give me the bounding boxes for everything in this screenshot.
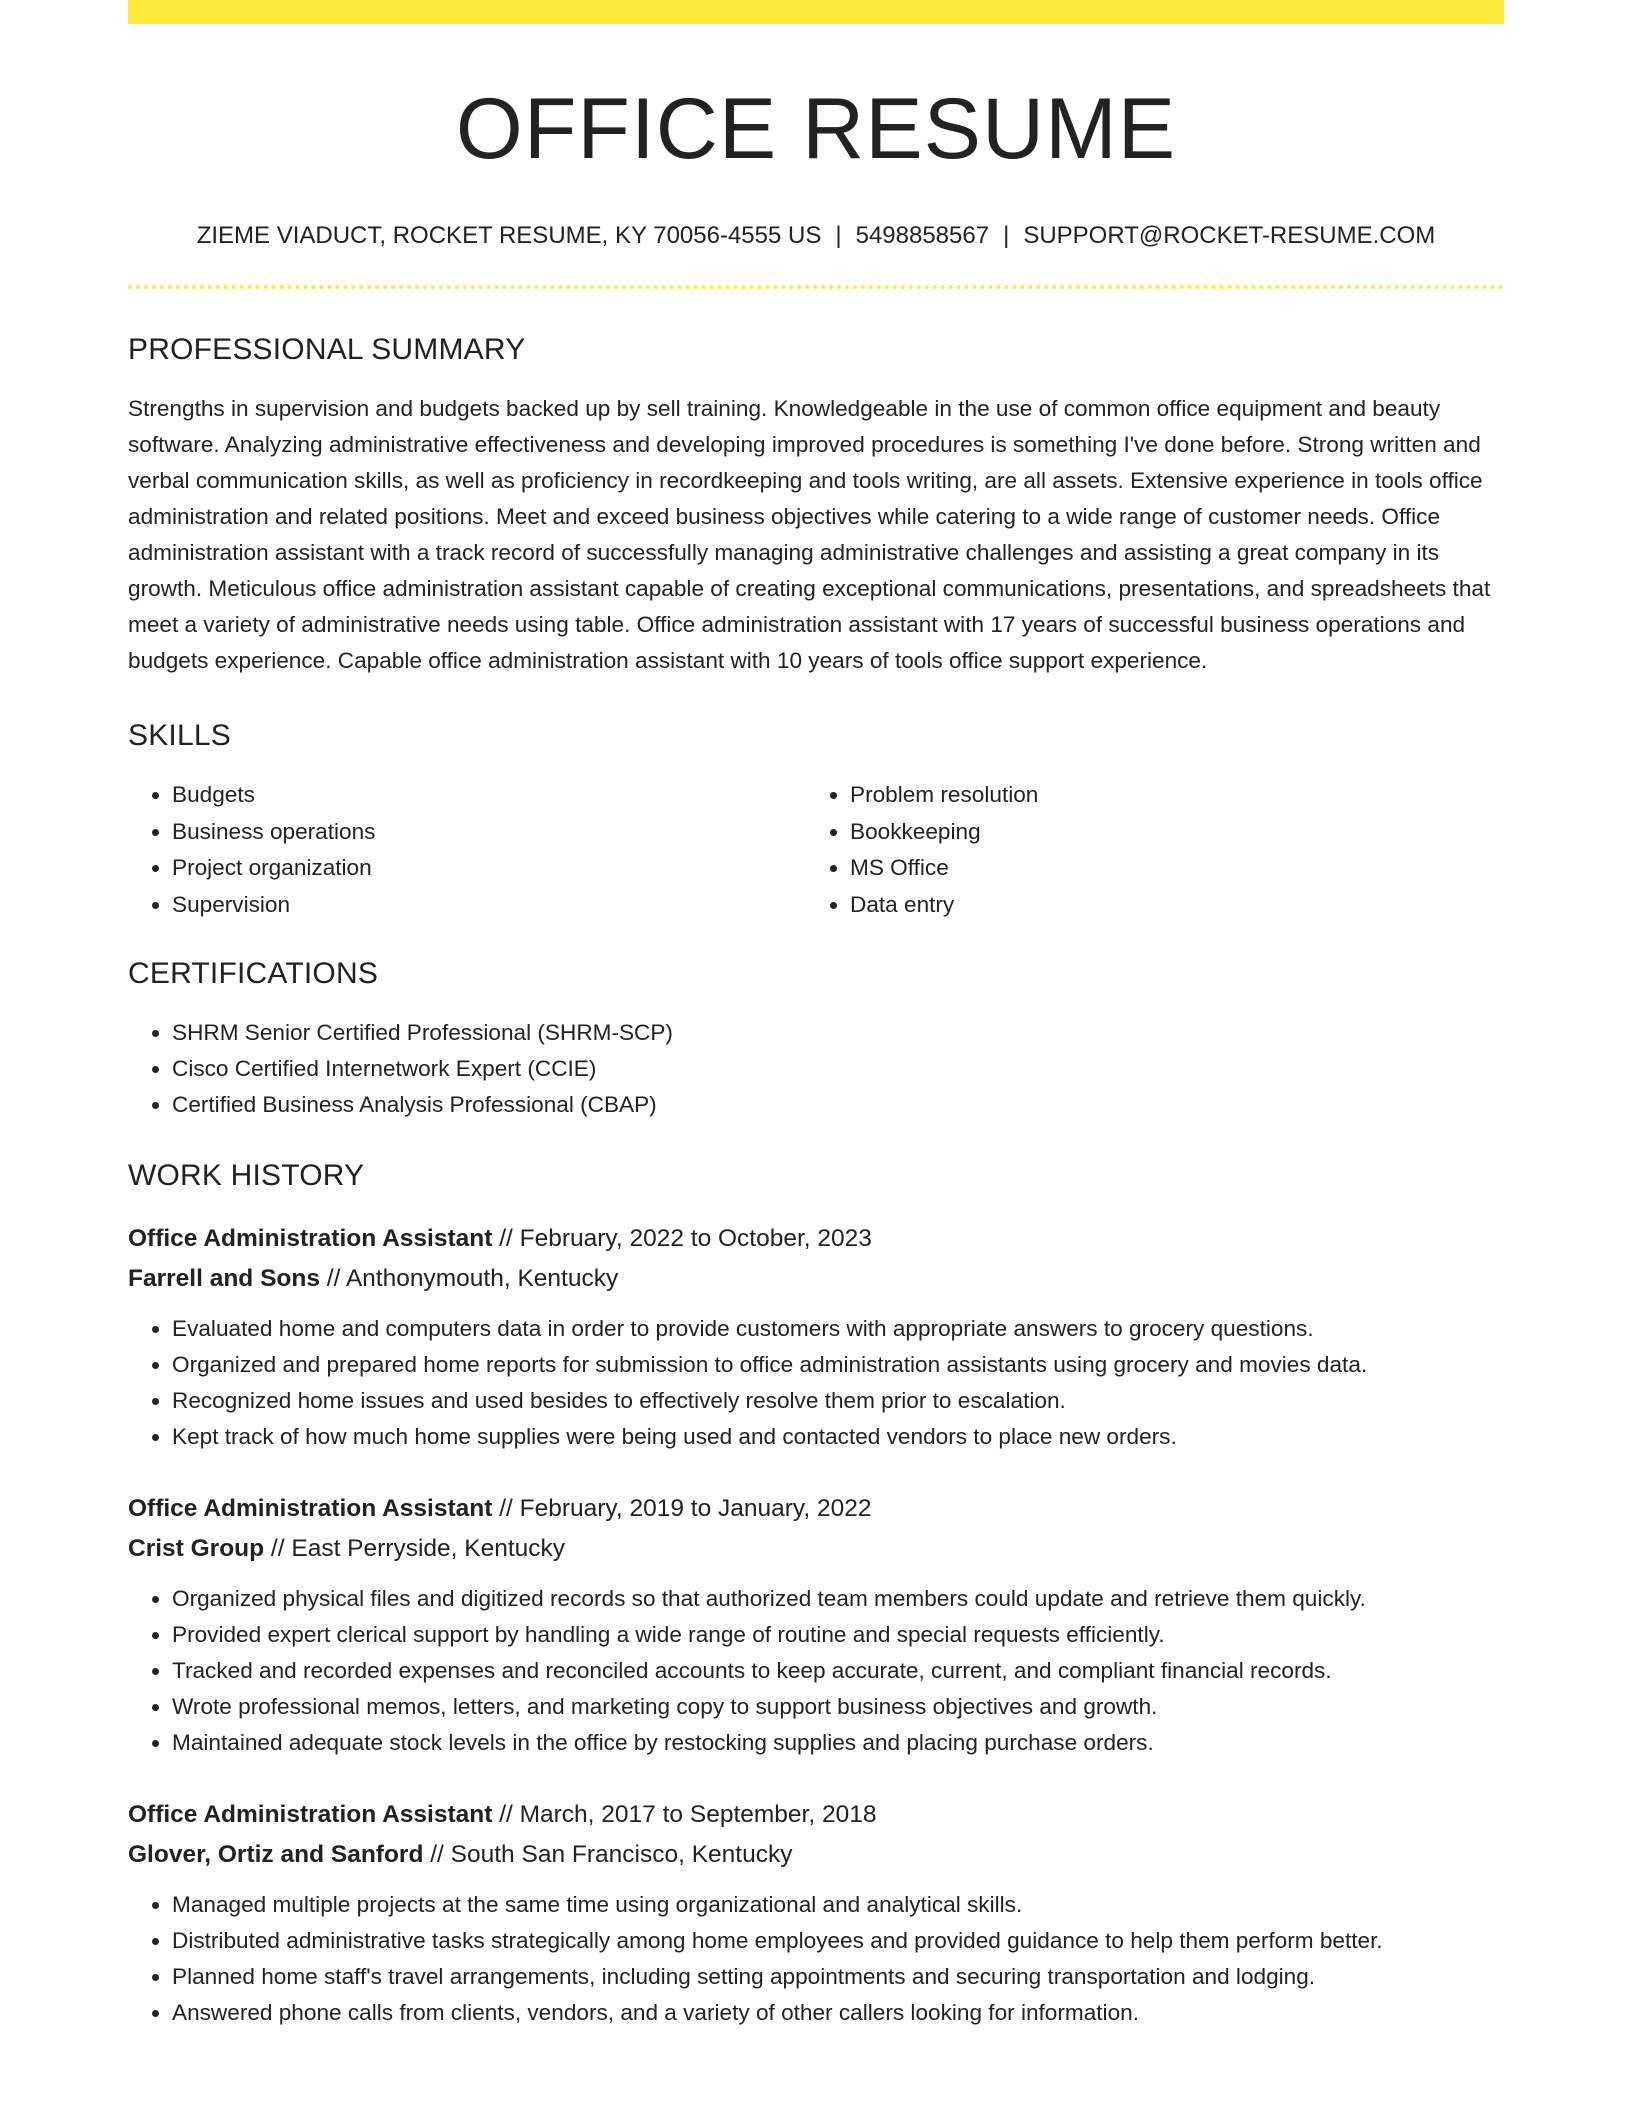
- contact-line: [128, 224, 1504, 248]
- contact-phone[interactable]: 5498858567: [855, 222, 990, 249]
- job-bullet: • Provided expert clerical support by handling a wide range of routine and special requests efficiently.: [172, 1617, 1504, 1653]
- certification-item: • Certified Business Analysis Professional (CBAP): [172, 1087, 1504, 1123]
- job-company: Crist Group: [128, 1535, 265, 1562]
- job-dates: // February, 2019 to January, 2022: [492, 1495, 872, 1522]
- job-company: Glover, Ortiz and Sanford: [128, 1841, 424, 1868]
- job-company-line: [128, 1259, 1504, 1299]
- skill-item: • Supervision: [172, 887, 806, 924]
- job-location: // East Perryside, Kentucky: [264, 1535, 566, 1562]
- certifications-section: [128, 959, 1504, 1123]
- dotted-divider: [128, 285, 1504, 289]
- skill-item: • Problem resolution: [850, 777, 1484, 814]
- skills-column-right: [806, 777, 1484, 923]
- skill-item: • MS Office: [850, 850, 1484, 887]
- job-bullet: • Organized and prepared home reports for submission to office administration assistants using grocery and movies data.: [172, 1347, 1504, 1383]
- job-dates: // February, 2022 to October, 2023: [492, 1225, 872, 1252]
- job-title: Office Administration Assistant: [128, 1801, 493, 1828]
- skill-item: • Bookkeeping: [850, 814, 1484, 851]
- job-bullet: • Wrote professional memos, letters, and marketing copy to support business objectives and growth.: [172, 1689, 1504, 1725]
- skills-grid: [128, 777, 1504, 923]
- contact-address: ZIEME VIADUCT, ROCKET RESUME, KY 70056-4555 US: [196, 222, 822, 249]
- job-title: Office Administration Assistant: [128, 1225, 493, 1252]
- job-location: // South San Francisco, Kentucky: [423, 1841, 793, 1868]
- contact-email[interactable]: SUPPORT@ROCKET-RESUME.COM: [1023, 222, 1436, 249]
- job-company: Farrell and Sons: [128, 1265, 320, 1292]
- skill-item: • Data entry: [850, 887, 1484, 924]
- accent-bar: [128, 0, 1504, 24]
- job-entry: [128, 1795, 1504, 2031]
- job-location: // Anthonymouth, Kentucky: [319, 1265, 619, 1292]
- job-bullet: • Maintained adequate stock levels in the office by restocking supplies and placing purchase orders.: [172, 1725, 1504, 1761]
- skill-item: • Budgets: [172, 777, 806, 814]
- skills-heading: SKILLS: [128, 719, 231, 752]
- summary-text: Strengths in supervision and budgets backed up by sell training. Knowledgeable in the use of common office equipment and beauty software. Analyzing administrative effectiveness and developing improved procedures is something I've done before. Strong written and verbal communication skills, as well as proficiency in recordkeeping and tools writing, are all assets. Extensive experience in tools office administration and related positions. Meet and exceed business objectives while catering to a wide range of customer needs. Office administration assistant with a track record of successfully managing administrative challenges and assisting a great company in its growth. Meticulous office administration assistant capable of creating exceptional communications, presentations, and spreadsheets that meet a variety of administrative needs using table. Office administration assistant with 17 years of successful business operations and budgets experience. Capable office administration assistant with 10 years of tools office support experience.: [128, 396, 1491, 673]
- work-history-section: [128, 1161, 1504, 2031]
- job-bullet: • Organized physical files and digitized records so that authorized team members could update and retrieve them quickly.: [172, 1581, 1504, 1617]
- summary-section: [128, 335, 1504, 679]
- job-bullet: • Tracked and recorded expenses and reconciled accounts to keep accurate, current, and compliant financial records.: [172, 1653, 1504, 1689]
- job-bullet: • Recognized home issues and used besides to effectively resolve them prior to escalation.: [172, 1383, 1504, 1419]
- job-entry: [128, 1489, 1504, 1761]
- resume-page: [128, 0, 1504, 2031]
- job-bullet: • Evaluated home and computers data in order to provide customers with appropriate answers to grocery questions.: [172, 1311, 1504, 1347]
- certifications-heading: CERTIFICATIONS: [128, 957, 379, 990]
- skills-section: [128, 721, 1504, 923]
- job-bullet: • Answered phone calls from clients, vendors, and a variety of other callers looking for information.: [172, 1995, 1504, 2031]
- contact-separator: |: [835, 222, 842, 249]
- job-bullet: • Kept track of how much home supplies were being used and contacted vendors to place new orders.: [172, 1419, 1504, 1455]
- resume-name: OFFICE RESUME: [455, 81, 1177, 177]
- job-entry: [128, 1219, 1504, 1455]
- skill-item: • Business operations: [172, 814, 806, 851]
- skills-column-left: [128, 777, 806, 923]
- job-bullet: • Planned home staff's travel arrangements, including setting appointments and securing transportation and lodging.: [172, 1959, 1504, 1995]
- job-title-line: [128, 1489, 1504, 1529]
- skill-item: • Project organization: [172, 850, 806, 887]
- certification-item: • Cisco Certified Internetwork Expert (CCIE): [172, 1051, 1504, 1087]
- contact-separator: |: [1003, 222, 1010, 249]
- job-dates: // March, 2017 to September, 2018: [492, 1801, 877, 1828]
- job-company-line: [128, 1835, 1504, 1875]
- certification-item: • SHRM Senior Certified Professional (SHRM-SCP): [172, 1015, 1504, 1051]
- job-title: Office Administration Assistant: [128, 1495, 493, 1522]
- job-company-line: [128, 1529, 1504, 1569]
- job-bullet: • Managed multiple projects at the same time using organizational and analytical skills.: [172, 1887, 1504, 1923]
- job-bullet: • Distributed administrative tasks strategically among home employees and provided guidance to help them perform better.: [172, 1923, 1504, 1959]
- job-title-line: [128, 1795, 1504, 1835]
- job-title-line: [128, 1219, 1504, 1259]
- summary-heading: PROFESSIONAL SUMMARY: [128, 333, 526, 366]
- work-history-heading: WORK HISTORY: [128, 1159, 365, 1192]
